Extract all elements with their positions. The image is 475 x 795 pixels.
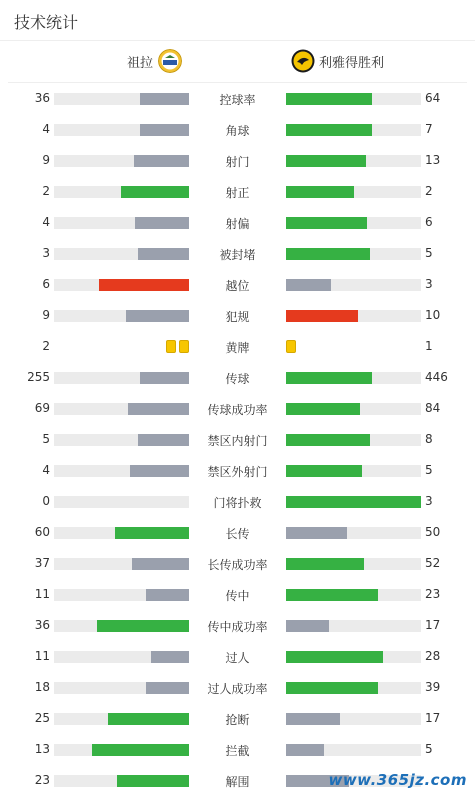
home-team-name: 祖拉: [126, 55, 153, 71]
home-bar-fill: [140, 372, 189, 384]
away-value: 28: [425, 649, 441, 663]
stat-row: [0, 703, 475, 734]
home-bar-fill: [138, 434, 189, 446]
yellow-card-icon: [286, 340, 296, 353]
away-team[interactable]: [291, 49, 384, 73]
page-title: 技术统计: [14, 13, 79, 32]
away-bar: [286, 93, 421, 105]
stat-row: [0, 331, 475, 362]
away-bar-fill: [286, 372, 372, 384]
stat-label: 黄牌: [225, 341, 250, 355]
away-bar-fill: [286, 310, 358, 322]
away-bar: [286, 403, 421, 415]
home-bar: [54, 496, 189, 508]
stat-label: 射门: [225, 155, 250, 169]
stat-row: [0, 176, 475, 207]
away-bar: [286, 310, 421, 322]
away-bar: [286, 713, 421, 725]
home-bar-fill: [108, 713, 189, 725]
stat-label: 传球: [225, 372, 250, 386]
stat-row: [0, 486, 475, 517]
yellow-card-icon: [179, 340, 189, 353]
home-value: 2: [42, 184, 50, 198]
stat-row: [0, 83, 475, 114]
away-value: 84: [425, 401, 441, 415]
stat-row: [0, 455, 475, 486]
home-value: 25: [34, 711, 50, 725]
home-bar: [54, 744, 189, 756]
away-value: 1: [425, 339, 433, 353]
away-value: 6: [425, 215, 433, 229]
teams-header: [8, 41, 467, 83]
away-value: 3: [425, 494, 433, 508]
away-bar: [286, 217, 421, 229]
home-team-logo-icon: [158, 49, 182, 73]
home-value: 37: [34, 556, 50, 570]
away-value: 446: [425, 370, 448, 384]
home-bar: [54, 403, 189, 415]
away-bar-fill: [286, 248, 370, 260]
away-value: 7: [425, 122, 433, 136]
stat-label: 传球成功率: [207, 403, 268, 417]
away-bar: [286, 682, 421, 694]
home-bar: [54, 279, 189, 291]
home-value: 4: [42, 122, 50, 136]
stat-row: [0, 610, 475, 641]
away-bar-fill: [286, 744, 324, 756]
away-value: 10: [425, 308, 441, 322]
away-bar-fill: [286, 434, 370, 446]
away-bar: [286, 527, 421, 539]
away-team-name: 利雅得胜利: [319, 55, 385, 71]
stat-label: 传中成功率: [207, 620, 268, 634]
home-bar: [54, 713, 189, 725]
away-bar-fill: [286, 279, 331, 291]
home-bar-fill: [146, 589, 189, 601]
stat-label: 拦截: [225, 744, 250, 758]
home-bar: [54, 124, 189, 136]
home-bar: [54, 682, 189, 694]
away-bar: [286, 620, 421, 632]
watermark: www.365jz.com: [328, 771, 467, 789]
stat-row: [0, 517, 475, 548]
away-value: 5: [425, 742, 433, 756]
yellow-card-icon: [166, 340, 176, 353]
stat-label: 长传: [225, 527, 250, 541]
away-value: 17: [425, 618, 441, 632]
away-bar-fill: [286, 589, 378, 601]
away-team-logo-icon: [291, 49, 315, 73]
away-bar: [286, 186, 421, 198]
away-value: 8: [425, 432, 433, 446]
home-bar: [54, 372, 189, 384]
home-value: 0: [42, 494, 50, 508]
home-bar: [54, 589, 189, 601]
away-value: 3: [425, 277, 433, 291]
home-value: 4: [42, 215, 50, 229]
away-bar-fill: [286, 155, 366, 167]
away-bar: [286, 372, 421, 384]
home-bar: [54, 155, 189, 167]
away-value: 17: [425, 711, 441, 725]
stat-row: [0, 362, 475, 393]
away-value: 5: [425, 246, 433, 260]
away-bar-fill: [286, 527, 347, 539]
home-value: 36: [34, 91, 50, 105]
away-bar: [286, 496, 421, 508]
away-bar-fill: [286, 558, 364, 570]
home-value: 18: [34, 680, 50, 694]
home-bar-fill: [92, 744, 189, 756]
home-value: 13: [34, 742, 50, 756]
away-value: 5: [425, 463, 433, 477]
home-bar: [54, 651, 189, 663]
away-bar-fill: [286, 682, 378, 694]
away-bar-fill: [286, 217, 367, 229]
stat-label: 过人成功率: [207, 682, 268, 696]
away-bar-fill: [286, 124, 372, 136]
home-bar-fill: [135, 217, 189, 229]
stat-label: 过人: [225, 651, 250, 665]
home-bar-fill: [126, 310, 189, 322]
stat-row: [0, 424, 475, 455]
home-bar: [54, 558, 189, 570]
away-bar: [286, 465, 421, 477]
stat-row: [0, 145, 475, 176]
away-bar-fill: [286, 651, 383, 663]
stat-row: [0, 734, 475, 765]
home-bar-fill: [130, 465, 189, 477]
home-bar-fill: [146, 682, 189, 694]
home-value: 23: [34, 773, 50, 787]
stat-label: 抢断: [225, 713, 250, 727]
home-bar-fill: [140, 124, 189, 136]
home-bar-fill: [151, 651, 189, 663]
home-value: 11: [34, 649, 50, 663]
home-value: 11: [34, 587, 50, 601]
title-bar: [0, 0, 475, 41]
away-bar: [286, 434, 421, 446]
away-bar: [286, 651, 421, 663]
home-bar: [54, 465, 189, 477]
away-value: 13: [425, 153, 441, 167]
home-bar: [54, 248, 189, 260]
home-value: 36: [34, 618, 50, 632]
stat-row: [0, 300, 475, 331]
home-value: 255: [27, 370, 50, 384]
home-value: 9: [42, 153, 50, 167]
home-value: 69: [34, 401, 50, 415]
away-bar-fill: [286, 620, 329, 632]
away-bar: [286, 744, 421, 756]
home-bar: [54, 527, 189, 539]
home-bar-fill: [117, 775, 189, 787]
away-bar-fill: [286, 93, 372, 105]
home-value: 5: [42, 432, 50, 446]
home-bar-fill: [138, 248, 189, 260]
home-bar-fill: [128, 403, 189, 415]
home-value: 3: [42, 246, 50, 260]
away-value: 52: [425, 556, 441, 570]
away-bar-fill: [286, 465, 362, 477]
home-bar: [54, 93, 189, 105]
home-team[interactable]: [127, 49, 182, 73]
stat-label: 解围: [225, 775, 250, 789]
away-bar: [286, 279, 421, 291]
home-bar-fill: [132, 558, 189, 570]
stat-label: 门将扑救: [213, 496, 262, 510]
home-bar: [54, 775, 189, 787]
stat-label: 射偏: [225, 217, 250, 231]
stat-row: [0, 238, 475, 269]
stat-row: [0, 579, 475, 610]
stat-row: [0, 269, 475, 300]
away-value: 39: [425, 680, 441, 694]
home-value: 6: [42, 277, 50, 291]
away-value: 64: [425, 91, 441, 105]
stat-label: 角球: [225, 124, 250, 138]
away-value: 23: [425, 587, 441, 601]
stat-row: [0, 393, 475, 424]
home-bar: [54, 217, 189, 229]
home-value: 60: [34, 525, 50, 539]
stat-label: 传中: [225, 589, 250, 603]
stat-label: 控球率: [219, 93, 256, 107]
stat-label: 禁区外射门: [207, 465, 268, 479]
away-value: 2: [425, 184, 433, 198]
away-bar-fill: [286, 713, 340, 725]
away-bar: [286, 558, 421, 570]
stat-label: 射正: [225, 186, 250, 200]
away-bar: [286, 248, 421, 260]
away-bar-fill: [286, 186, 354, 198]
stat-label: 犯规: [225, 310, 250, 324]
home-bar: [54, 186, 189, 198]
home-value: 4: [42, 463, 50, 477]
stat-row: [0, 641, 475, 672]
stat-row: [0, 548, 475, 579]
stat-label: 被封堵: [219, 248, 256, 262]
away-value: 50: [425, 525, 441, 539]
stat-row: [0, 207, 475, 238]
home-value: 9: [42, 308, 50, 322]
away-bar-fill: [286, 403, 360, 415]
home-bar-fill: [115, 527, 189, 539]
stat-row: [0, 114, 475, 145]
stat-row: [0, 672, 475, 703]
away-bar-fill: [286, 496, 421, 508]
away-yellow-cards: [286, 340, 296, 353]
home-bar-fill: [140, 93, 189, 105]
home-bar: [54, 310, 189, 322]
home-bar-fill: [97, 620, 189, 632]
home-value: 2: [42, 339, 50, 353]
away-bar: [286, 155, 421, 167]
stat-label: 长传成功率: [207, 558, 268, 572]
home-bar-fill: [121, 186, 189, 198]
home-bar-fill: [134, 155, 189, 167]
away-bar: [286, 124, 421, 136]
home-bar: [54, 620, 189, 632]
stat-label: 禁区内射门: [207, 434, 268, 448]
away-bar: [286, 589, 421, 601]
stat-label: 越位: [225, 279, 250, 293]
home-bar: [54, 434, 189, 446]
home-bar-fill: [99, 279, 189, 291]
stats-list: [0, 83, 475, 795]
home-yellow-cards: [166, 340, 189, 353]
